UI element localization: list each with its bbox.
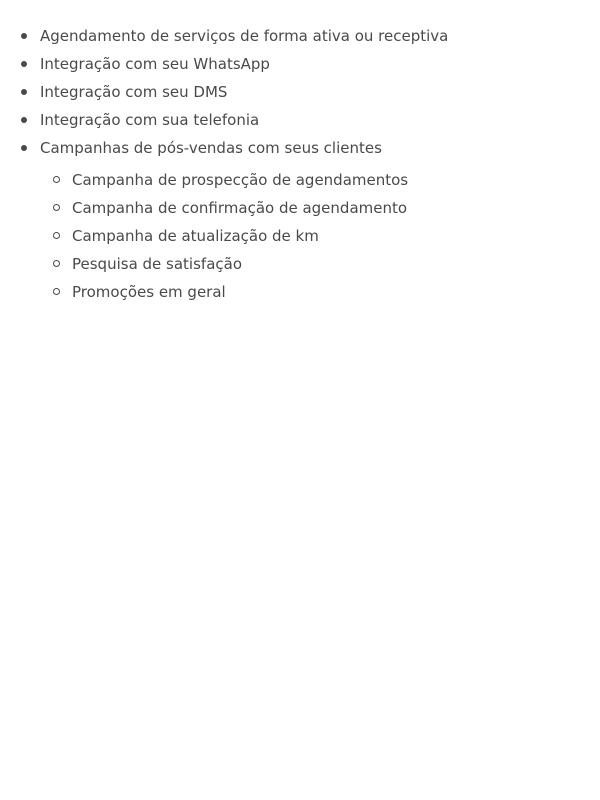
list-item bbox=[40, 78, 600, 106]
list-item-text: Integração com seu WhatsApp bbox=[40, 55, 270, 73]
list-item bbox=[40, 134, 600, 306]
list-item bbox=[40, 106, 600, 134]
list-item-text: Campanhas de pós-vendas com seus clientes bbox=[40, 139, 382, 157]
sublist-item-text: Campanha de confirmação de agendamento bbox=[72, 199, 408, 217]
list-item-text: Agendamento de serviços de forma ativa ou receptiva bbox=[40, 27, 449, 45]
list-item bbox=[40, 22, 600, 50]
sublist-item bbox=[72, 194, 600, 222]
sublist-item bbox=[72, 166, 600, 194]
features-content bbox=[0, 0, 600, 306]
list-item-text: Integração com seu DMS bbox=[40, 83, 228, 101]
list-item-text: Integração com sua telefonia bbox=[40, 111, 260, 129]
campaigns-sublist bbox=[40, 166, 600, 306]
sublist-item-text: Pesquisa de satisfação bbox=[72, 255, 243, 273]
sublist-item bbox=[72, 222, 600, 250]
sublist-item-text: Promoções em geral bbox=[72, 283, 226, 301]
list-item bbox=[40, 50, 600, 78]
sublist-item-text: Campanha de prospecção de agendamentos bbox=[72, 171, 409, 189]
sublist-item-text: Campanha de atualização de km bbox=[72, 227, 319, 245]
sublist-item bbox=[72, 250, 600, 278]
sublist-item bbox=[72, 278, 600, 306]
features-list bbox=[0, 22, 600, 306]
